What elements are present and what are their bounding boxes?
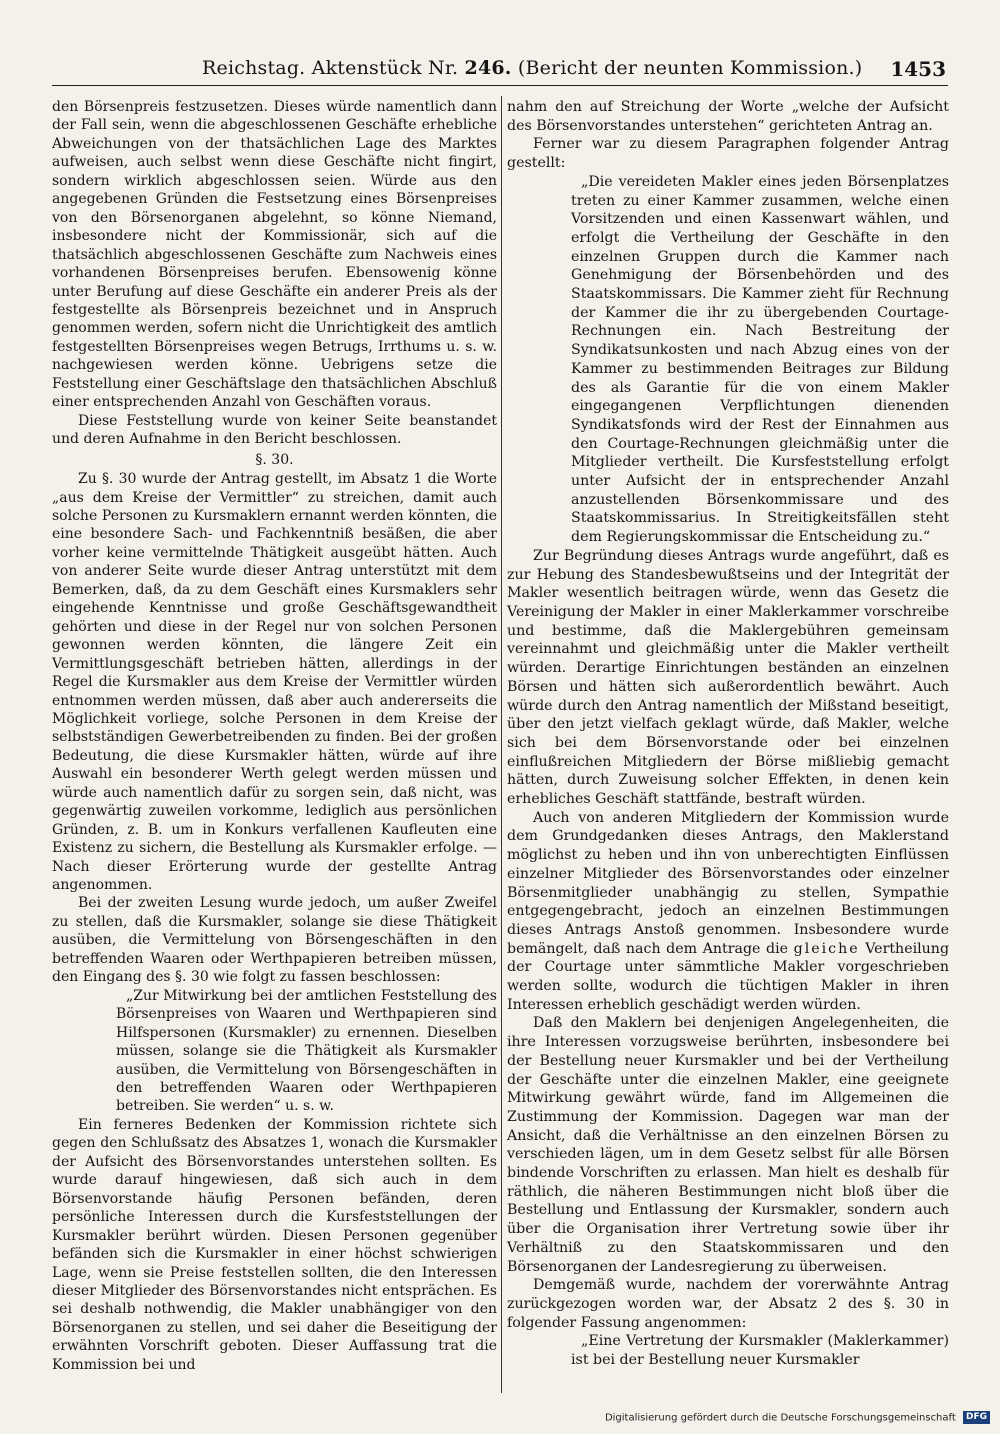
- paragraph-text: Auch von anderen Mitgliedern der Kommission wurde dem Grundgedanken dieses Antrags, den Maklerstand möglichst zu heben und ihn von unberechtigten Einflüssen einzelner Mitglieder des Börsenvorstandes oder einzelner Börsenmitglieder unabhängig zu stellen, Sympathie entgegengebracht, jedoch an einzelnen Bestimmungen dieses Antrags Anstoß genommen. Insbesondere wurde bemängelt, daß nach dem Antrage die: [507, 809, 949, 957]
- header-document-number: 246.: [464, 57, 512, 79]
- paragraph: nahm den auf Streichung der Worte „welche der Aufsicht des Börsenvorstandes unterstehen“ gerichteten Antrag an.: [507, 99, 949, 134]
- paragraph: Daß den Maklern bei denjenigen Angelegenheiten, die ihre Interessen vorzugsweise berührten, insbesondere bei der Bestellung neuer Kursmakler und bei der Vertheilung der Geschäfte unter die einzelnen Makler, eine geeignete Mitwirkung gewährt würde, fand im Allgemeinen die Zustimmung der Kommission. Dagegen war man der Ansicht, daß die Verhältnisse an den einzelnen Börsen zu verschieden lägen, um in dem Gesetz selbst für alle Börsen bindende Vorschriften zu erlassen. Man hielt es deshalb für räthlich, die näheren Bestimmungen nicht bloß über die Bestellung und Entlassung der Kursmakler, sondern auch über die Organisation ihrer Vertretung sowie über ihr Verhältniß zu den Staatskommissaren und den Börsenorganen der Landesregierung zu überweisen.: [507, 1015, 949, 1275]
- dfg-logo-icon: DFG: [963, 1411, 990, 1424]
- paragraph: Ferner war zu diesem Paragraphen folgender Antrag gestellt:: [507, 136, 949, 172]
- paragraph: Demgemäß wurde, nachdem der vorerwähnte Antrag zurückgezogen worden war, der Absatz 2 des §. 30 in folgender Fassung angenommen:: [507, 1277, 949, 1331]
- digitization-footer: [605, 1411, 990, 1424]
- left-column: [52, 98, 497, 1374]
- paragraph: den Börsenpreis festzusetzen. Dieses würde namentlich dann der Fall sein, wenn die abgeschlossenen Geschäfte erhebliche Abweichungen von der thatsächlichen Lage des Marktes aufweisen, auch selbst wenn diese Geschäfte nicht fingirt, sondern wirklich abgeschlossen seien. Würde aus den angegebenen Gründen die Festsetzung eines Börsenpreises von den Börsenorganen abgelehnt, so könne Niemand, insbesondere nicht der Kommissionär, sich auf die thatsächlich abgeschlossenen Geschäfte zum Nachweis eines vorhandenen Börsenpreises berufen. Ebensowenig könne unter Berufung auf diese Geschäfte ein anderer Preis als der festgestellte als Börsenpreis bezeichnet und in Anspruch genommen werden, sofern nicht die Unrichtigkeit des amtlich festgestellten Börsenpreises wegen Betrugs, Irrthums u. s. w. nachgewiesen werden könne. Uebrigens setze die Feststellung einer Geschäftslage den thatsächlichen Abschluß einer entsprechenden Anzahl von Geschäften voraus.: [52, 99, 497, 411]
- paragraph: Zu §. 30 wurde der Antrag gestellt, im Absatz 1 die Worte „aus dem Kreise der Vermittler“ zu streichen, damit auch solche Personen zu Kursmaklern ernannt werden könnten, die eine besondere Sach- und Fachkenntniß besäßen, die aber vorher keine vermittelnde Thätigkeit ausgeübt hätten. Auch von anderer Seite wurde dieser Antrag unterstützt mit dem Bemerken, daß, da zu dem Geschäft eines Kursmaklers sehr eingehende Kenntnisse und große Geschäftsgewandtheit gehörten und diese in der Regel nur von solchen Personen gewonnen werden könnten, die längere Zeit ein Vermittlungsgeschäft betrieben hätten, allerdings in der Regel die Kursmakler aus dem Kreise der Vermittler würden entnommen werden müssen, daß aber auch andererseits die Möglichkeit vorliege, solche Personen in dem Kreise der selbstständigen Gewerbetreibenden zu finden. Bei der großen Bedeutung, die diese Kursmakler hätten, würde auf ihre Auswahl ein besonderer Werth gelegt werden müssen und würde auch namentlich dafür zu sorgen sein, daß nicht, was gegenwärtig zuweilen vorkomme, lediglich aus persönlichen Gründen, z. B. um in Konkurs verfallenen Kaufleuten eine Existenz zu sichern, die Bestellung als Kursmakler erfolge. — Nach dieser Erörterung wurde der gestellte Antrag angenommen.: [52, 471, 497, 894]
- paragraph-text: Vertheilung der Courtage unter sämmtliche Makler vorgeschrieben werden sollte, wodurch die tüchtigen Makler in ihren Interessen erheblich geschädigt werden würden.: [507, 940, 950, 1013]
- quoted-text: „Eine Vertretung der Kursmakler (Maklerkammer) ist bei der Bestellung neuer Kursmakler: [571, 1333, 949, 1369]
- paragraph: [507, 809, 949, 1015]
- paragraph: Zur Begründung dieses Antrags wurde angeführt, daß es zur Hebung des Standesbewußtseins und der Integrität der Makler wesentlich beitragen würde, wenn das Gesetz die Vereinigung der Makler in einer Maklerkammer vorschreibe und bestimme, daß die Maklergebühren gemeinsam vereinnahmt und gleichmäßig unter die Makler vertheilt würden. Derartige Einrichtungen beständen an einzelnen Börsen und hätten sich außerordentlich bewährt. Auch würde durch den Antrag namentlich der Mißstand beseitigt, über den jetzt vielfach geklagt würde, daß Makler, welche sich bei dem Börsenvorstande oder bei einzelnen einflußreichen Mitgliedern der Börse mißliebig gemacht hätten, durch Zuweisung solcher Effekten, in denen kein erhebliches Geschäft stattfände, bestraft würden.: [507, 547, 949, 808]
- section-heading: §. 30.: [255, 451, 294, 468]
- quoted-text: „Zur Mitwirkung bei der amtlichen Feststellung des Börsenpreises von Waaren und Werthpapieren sind Hilfspersonen (Kursmakler) zu ernennen. Dieselben müssen, solange sie die Thätigkeit als Kursmakler ausüben, die Vermittelung von Börsengeschäften in den betreffenden Waaren oder Werthpapieren betreiben. Sie werden“ u. s. w.: [116, 987, 497, 1115]
- quoted-text: „Die vereideten Makler eines jeden Börsenplatzes treten zu einer Kammer zusammen, welche einen Vorsitzenden und einen Kassenwart wählen, und erfolgt die Vertheilung der Geschäfte in den einzelnen Gruppen durch die Kammer nach Genehmigung der Börsenbehörden und des Staatskommissars. Die Kammer zieht für Rechnung der Kammer die ihr zu übergebenden Courtage-Rechnungen ein. Nach Bestreitung der Syndikatsunkosten und nach Abzug eines von der Kammer zu bestimmenden Beitrages zur Bildung des als Garantie für die von einem Makler eingegangenen Verpflichtungen dienenden Syndikatsfonds wird der Rest der Einnahmen aus den Courtage-Rechnungen gleichmäßig unter die Mitglieder vertheilt. Die Kursfeststellung erfolgt unter Aufsicht der in entsprechender Anzahl anzustellenden Börsenkommissare und des Staatskommissarius. In Streitigkeitsfällen steht dem Regierungskommissar die Entscheidung zu.“: [571, 173, 949, 546]
- paragraph: Bei der zweiten Lesung wurde jedoch, um außer Zweifel zu stellen, daß die Kursmakler, solange sie diese Thätigkeit ausüben, die Vermittelung von Börsengeschäften in den betreffenden Waaren oder Werthpapieren betreiben müssen, den Eingang des §. 30 wie folgt zu fassen beschlossen:: [52, 895, 497, 986]
- running-title: [202, 57, 862, 79]
- footer-text: Digitalisierung gefördert durch die Deutsche Forschungsgemeinschaft: [604, 1412, 956, 1424]
- header-report-title: (Bericht der neunten Kommission.): [517, 57, 863, 79]
- column-divider: [501, 96, 502, 1393]
- header-reichstag: Reichstag. Aktenstück Nr.: [202, 57, 459, 79]
- paragraph: Ein ferneres Bedenken der Kommission richtete sich gegen den Schlußsatz des Absatzes 1, wonach die Kursmakler der Aufsicht des Börsenvorstandes unterstehen sollten. Es wurde darauf hingewiesen, daß sich auch in dem Börsenvorstande häufig Personen befänden, deren persönliche Interessen durch die Kursfeststellungen der Kursmakler berührt würden. Diesen Personen gegenüber befänden sich die Kursmakler in einer höchst schwierigen Lage, wenn sie Preise feststellen sollten, die den Interessen dieser Mitglieder des Börsenvorstandes nicht entsprächen. Es sei deshalb nothwendig, die Makler unabhängiger von den Börsenorganen zu stellen, und sei daher die Beseitigung der erwähnten Vorschrift geboten. Dieser Auffassung trat die Kommission bei und: [52, 1116, 497, 1373]
- paragraph: Diese Feststellung wurde von keiner Seite beanstandet und deren Aufnahme in den Bericht beschlossen.: [52, 412, 497, 448]
- right-column: [507, 98, 949, 1370]
- emphasized-word: gleiche: [793, 940, 860, 957]
- page-number: 1453: [890, 57, 946, 81]
- page-header: [52, 55, 948, 86]
